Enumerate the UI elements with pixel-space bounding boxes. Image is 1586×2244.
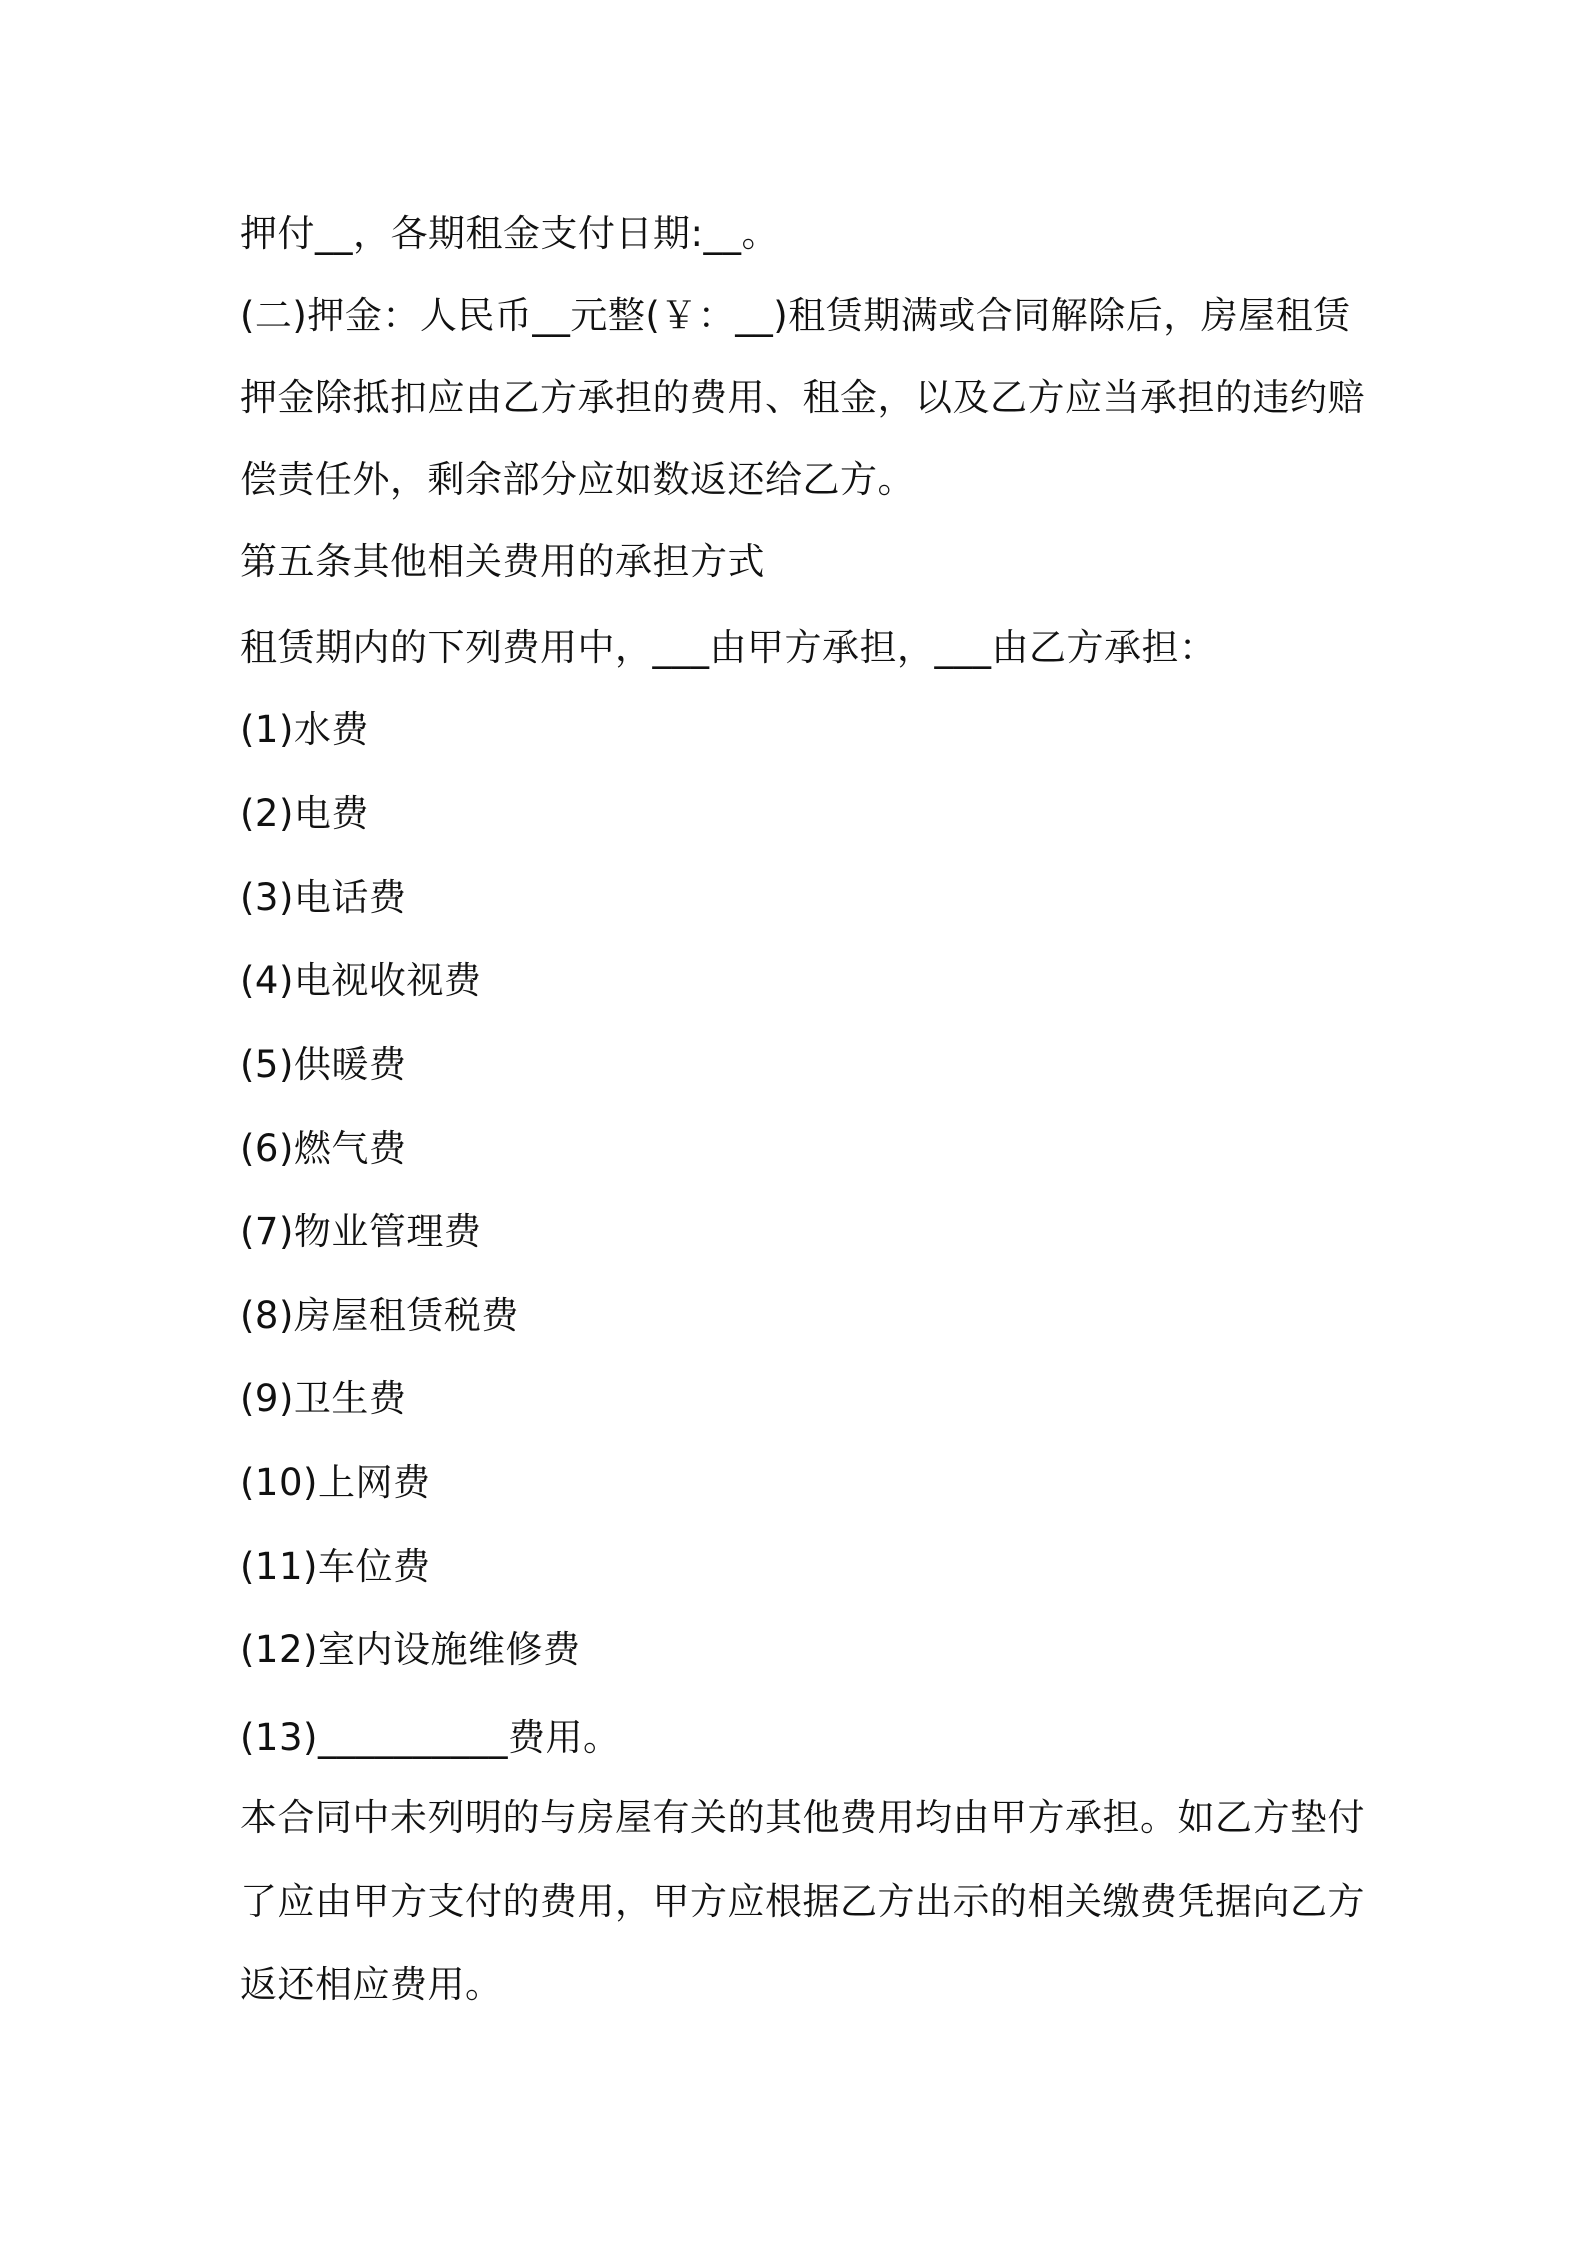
paragraph-deposit-line-3: 偿责任外，剩余部分应如数返还给乙方。: [240, 458, 915, 501]
paragraph-deposit-payment-line: 押付__，各期租金支付日期:__。: [240, 212, 779, 255]
list-item-fee-8: (8)房屋租赁税费: [240, 1294, 519, 1337]
list-item-fee-1: (1)水费: [240, 708, 369, 751]
list-item-fee-11: (11)车位费: [240, 1545, 431, 1588]
paragraph-other-fees-line-2: 了应由甲方支付的费用，甲方应根据乙方出示的相关缴费凭据向乙方: [240, 1880, 1365, 1923]
list-item-fee-9: (9)卫生费: [240, 1377, 407, 1420]
paragraph-deposit-line-1: (二)押金：人民币__元整(￥：__)租赁期满或合同解除后，房屋租赁: [240, 294, 1351, 337]
list-item-fee-2: (2)电费: [240, 792, 369, 835]
list-item-fee-3: (3)电话费: [240, 876, 407, 919]
section-heading-article-5: 第五条其他相关费用的承担方式: [240, 540, 765, 583]
paragraph-deposit-line-2: 押金除抵扣应由乙方承担的费用、租金，以及乙方应当承担的违约赔: [240, 376, 1365, 419]
list-item-fee-7: (7)物业管理费: [240, 1210, 482, 1253]
list-item-fee-13: (13)__________费用。: [240, 1716, 621, 1759]
list-item-fee-4: (4)电视收视费: [240, 959, 482, 1002]
list-item-fee-5: (5)供暖费: [240, 1043, 407, 1086]
list-item-fee-6: (6)燃气费: [240, 1127, 407, 1170]
paragraph-fee-allocation: 租赁期内的下列费用中，___由甲方承担，___由乙方承担：: [240, 626, 1217, 669]
paragraph-other-fees-line-1: 本合同中未列明的与房屋有关的其他费用均由甲方承担。如乙方垫付: [240, 1796, 1365, 1839]
paragraph-other-fees-line-3: 返还相应费用。: [240, 1963, 503, 2006]
list-item-fee-12: (12)室内设施维修费: [240, 1628, 581, 1671]
list-item-fee-10: (10)上网费: [240, 1461, 431, 1504]
